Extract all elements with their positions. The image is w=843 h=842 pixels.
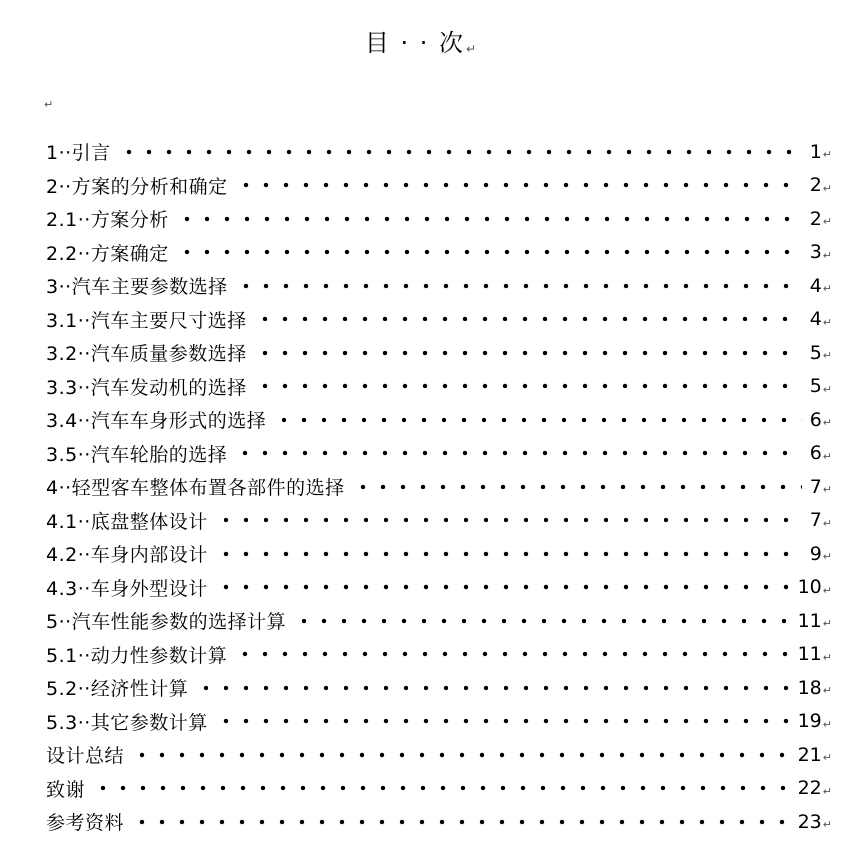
dot-leader	[294, 618, 791, 624]
paragraph-mark-icon: ↵	[822, 550, 832, 564]
paragraph-mark-icon: ↵	[822, 684, 832, 698]
toc-entry-page-number: 1	[809, 140, 822, 163]
toc-entry[interactable]	[46, 135, 832, 169]
toc-title	[0, 26, 843, 66]
dot-leader	[216, 551, 802, 557]
dot-leader	[132, 819, 792, 825]
toc-entry-page-number: 4	[809, 274, 822, 297]
empty-paragraph-mark-icon: ↵	[44, 98, 54, 111]
toc-entry-page-number: 2	[809, 207, 822, 230]
dot-leader	[93, 785, 792, 791]
dot-leader	[177, 249, 802, 255]
toc-entry-label: 设计总结	[46, 745, 125, 768]
toc-entry[interactable]	[46, 705, 832, 739]
toc-entry-page-number: 18	[797, 676, 822, 699]
paragraph-mark-icon: ↵	[822, 315, 832, 329]
toc-entry-label: 5.1··动力性参数计算	[46, 644, 228, 667]
dot-leader	[216, 517, 802, 523]
toc-entry-page-number: 5	[809, 375, 822, 398]
toc-entry[interactable]	[46, 303, 832, 337]
toc-entry[interactable]	[46, 772, 832, 806]
toc-entry[interactable]	[46, 504, 832, 538]
toc-entry-page-number: 11	[797, 609, 822, 632]
toc-entry-label: 3.4··汽车车身形式的选择	[46, 410, 267, 433]
toc-entry-page-number: 7	[809, 509, 822, 532]
dot-leader	[216, 584, 792, 590]
paragraph-mark-icon: ↵	[822, 449, 832, 463]
toc-entry-page-number: 6	[809, 408, 822, 431]
toc-entry-label: 4.2··车身内部设计	[46, 544, 208, 567]
toc-entry-page-number: 7	[809, 475, 822, 498]
dot-leader	[235, 651, 791, 657]
dot-leader	[216, 718, 792, 724]
toc-entry[interactable]	[46, 269, 832, 303]
toc-entry-label: 5··汽车性能参数的选择计算	[46, 611, 287, 634]
toc-entry-label: 3.3··汽车发动机的选择	[46, 376, 247, 399]
paragraph-mark-icon: ↵	[822, 483, 832, 497]
toc-entry-label: 3.2··汽车质量参数选择	[46, 343, 247, 366]
toc-entry[interactable]	[46, 370, 832, 404]
toc-title-text: 目 · · 次	[364, 29, 466, 57]
toc-entry-page-number: 2	[809, 174, 822, 197]
paragraph-mark-icon: ↵	[822, 516, 832, 530]
toc-entry[interactable]	[46, 604, 832, 638]
toc-entry-label: 3··汽车主要参数选择	[46, 276, 228, 299]
paragraph-mark-icon: ↵	[822, 583, 832, 597]
toc-entry-label: 4.3··车身外型设计	[46, 577, 208, 600]
toc-entry-label: 3.5··汽车轮胎的选择	[46, 443, 228, 466]
toc-entry-page-number: 23	[797, 810, 822, 833]
paragraph-mark-icon: ↵	[822, 650, 832, 664]
paragraph-mark-icon: ↵	[822, 148, 832, 162]
dot-leader	[177, 216, 802, 222]
toc-entry-label: 2··方案的分析和确定	[46, 175, 228, 198]
toc-entry[interactable]	[46, 470, 832, 504]
toc-entry-page-number: 11	[797, 643, 822, 666]
dot-leader	[255, 350, 802, 356]
table-of-contents	[46, 135, 832, 839]
toc-entry[interactable]	[46, 738, 832, 772]
toc-entry-label: 4··轻型客车整体布置各部件的选择	[46, 477, 345, 500]
toc-entry[interactable]	[46, 805, 832, 839]
dot-leader	[274, 417, 801, 423]
dot-leader	[236, 182, 802, 188]
toc-entry-page-number: 21	[797, 743, 822, 766]
paragraph-mark-icon: ↵	[822, 717, 832, 731]
toc-entry[interactable]	[46, 403, 832, 437]
dot-leader	[132, 752, 792, 758]
toc-entry[interactable]	[46, 671, 832, 705]
dot-leader	[235, 450, 801, 456]
toc-entry[interactable]	[46, 236, 832, 270]
paragraph-mark-icon: ↵	[822, 617, 832, 631]
toc-entry-label: 2.2··方案确定	[46, 242, 169, 265]
toc-entry-label: 1··引言	[46, 142, 111, 165]
toc-entry[interactable]	[46, 537, 832, 571]
toc-entry-page-number: 22	[797, 777, 822, 800]
dot-leader	[353, 484, 802, 490]
toc-entry-page-number: 19	[797, 710, 822, 733]
toc-entry-page-number: 6	[809, 442, 822, 465]
toc-entry-label: 2.1··方案分析	[46, 209, 169, 232]
toc-entry-page-number: 3	[809, 241, 822, 264]
paragraph-mark-icon: ↵	[822, 751, 832, 765]
paragraph-mark-icon: ↵	[822, 248, 832, 262]
paragraph-mark-icon: ↵	[822, 282, 832, 296]
toc-entry-page-number: 9	[809, 542, 822, 565]
toc-entry-page-number: 10	[797, 576, 822, 599]
dot-leader	[196, 685, 791, 691]
toc-entry[interactable]	[46, 638, 832, 672]
dot-leader	[255, 316, 802, 322]
paragraph-mark-icon: ↵	[822, 382, 832, 396]
paragraph-mark-icon: ↵	[466, 42, 479, 56]
paragraph-mark-icon: ↵	[822, 181, 832, 195]
toc-entry[interactable]	[46, 437, 832, 471]
toc-entry[interactable]	[46, 202, 832, 236]
toc-entry-label: 3.1··汽车主要尺寸选择	[46, 309, 247, 332]
toc-entry-label: 5.3··其它参数计算	[46, 711, 208, 734]
paragraph-mark-icon: ↵	[822, 349, 832, 363]
toc-entry[interactable]	[46, 571, 832, 605]
toc-entry-label: 参考资料	[46, 812, 125, 835]
toc-entry[interactable]	[46, 336, 832, 370]
dot-leader	[236, 283, 802, 289]
dot-leader	[255, 383, 802, 389]
toc-entry[interactable]	[46, 169, 832, 203]
toc-entry-label: 4.1··底盘整体设计	[46, 510, 208, 533]
paragraph-mark-icon: ↵	[822, 215, 832, 229]
toc-entry-page-number: 5	[809, 341, 822, 364]
toc-entry-label: 致谢	[46, 778, 86, 801]
paragraph-mark-icon: ↵	[822, 416, 832, 430]
toc-entry-label: 5.2··经济性计算	[46, 678, 189, 701]
toc-entry-page-number: 4	[809, 308, 822, 331]
paragraph-mark-icon: ↵	[822, 784, 832, 798]
dot-leader	[119, 149, 802, 155]
paragraph-mark-icon: ↵	[822, 818, 832, 832]
